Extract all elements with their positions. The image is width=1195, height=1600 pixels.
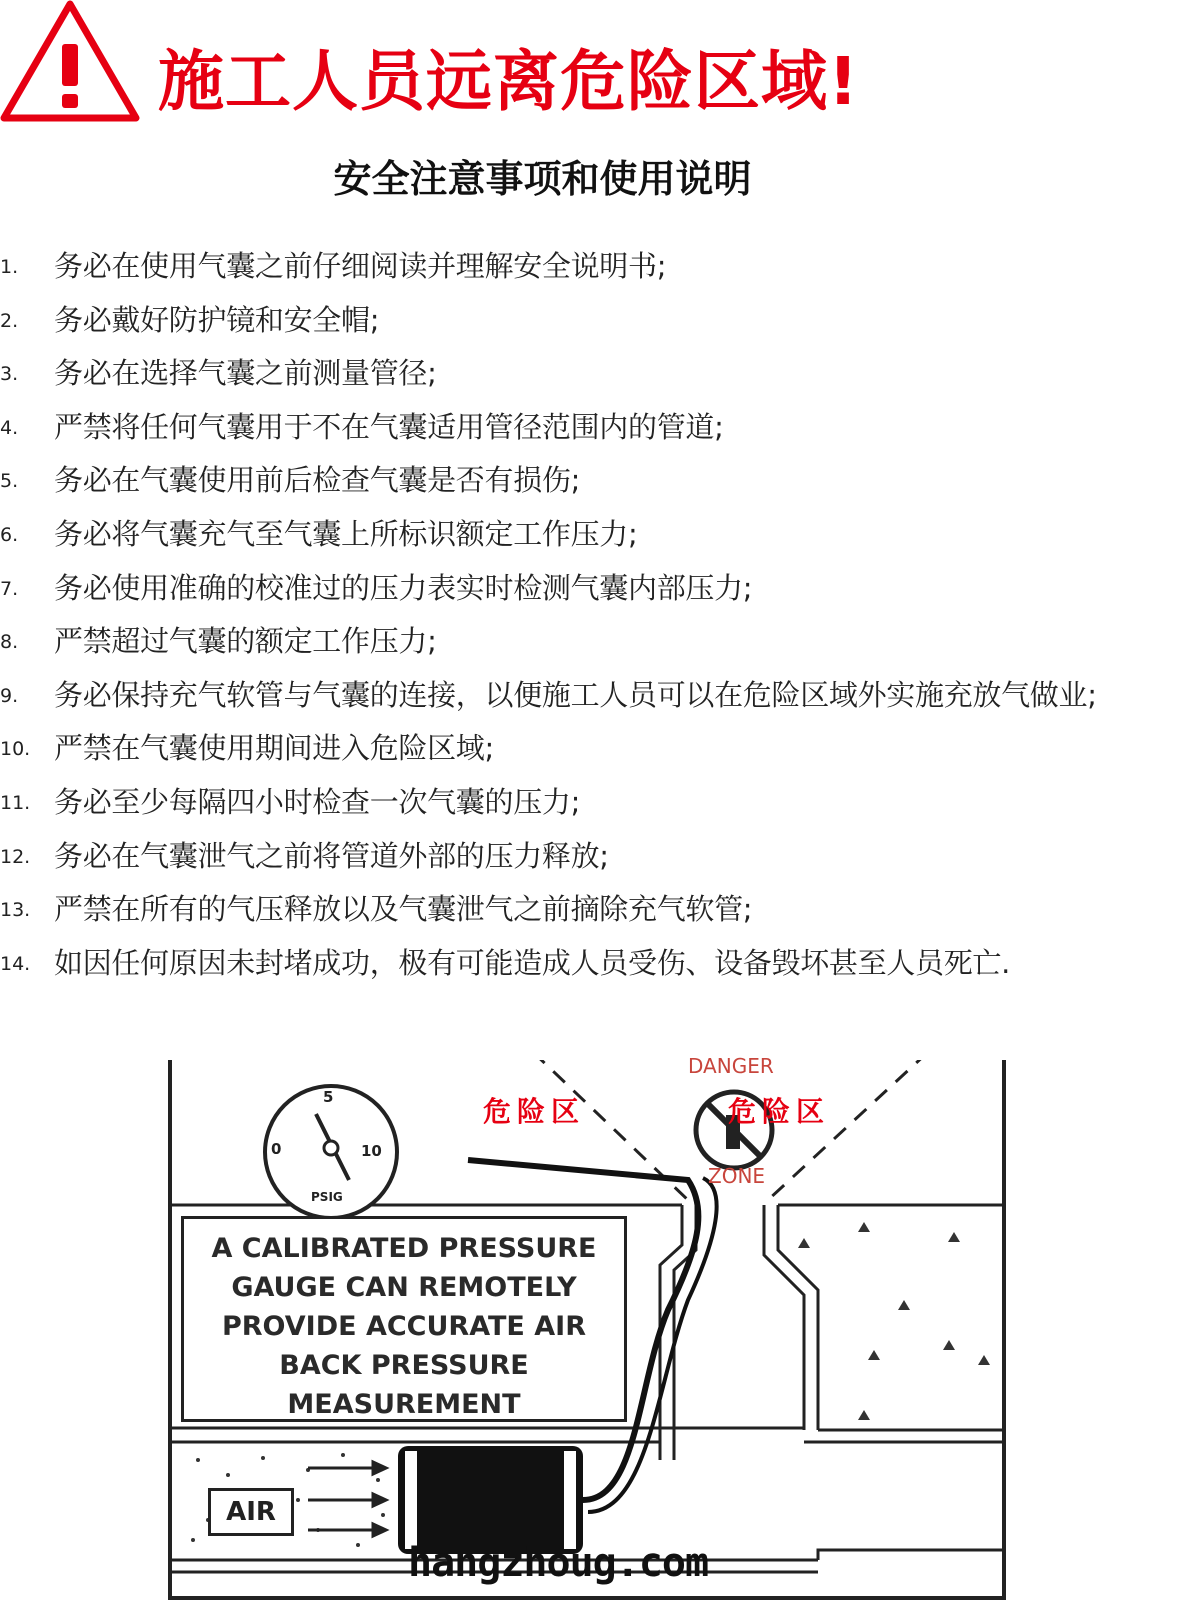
caption-text: A CALIBRATED PRESSURE GAUGE CAN REMOTELY PROVIDE ACCURATE AIR BACK PRESSURE MEASUREMENT: [211, 1233, 597, 1420]
rule-item: [0, 508, 1195, 562]
rule-text: 务必戴好防护镜和安全帽;: [54, 302, 380, 337]
header: [0, 0, 1195, 130]
rule-number: 14.: [0, 952, 31, 975]
rule-item: [0, 722, 1195, 776]
page-title: 施工人员远离危险区域!: [158, 43, 860, 120]
gauge-tick-5: 5: [323, 1088, 334, 1106]
rule-text: 如因任何原因未封堵成功，极有可能造成人员受伤、设备毁坏甚至人员死亡.: [54, 945, 1011, 980]
rule-item: [0, 615, 1195, 669]
rule-text: 务必在使用气囊之前仔细阅读并理解安全说明书;: [54, 249, 667, 283]
rule-item: [0, 401, 1195, 455]
rule-text: 务必保持充气软管与气囊的连接，以便施工人员可以在危险区域外实施充放气做业;: [54, 677, 1097, 712]
airbag-diagram: [168, 1054, 1028, 1600]
safety-rules-list: [0, 240, 1195, 990]
rule-item: [0, 883, 1195, 937]
rule-text: 严禁超过气囊的额定工作压力;: [54, 624, 437, 659]
rule-text: 务必在气囊泄气之前将管道外部的压力释放;: [54, 838, 609, 873]
watermark: hangzhoug.com: [408, 1540, 709, 1586]
rule-number: 11.: [0, 791, 31, 814]
zone-label-left: 危险区: [483, 1095, 586, 1128]
gauge-tick-0: 0: [271, 1140, 282, 1158]
rule-number: 12.: [0, 845, 31, 868]
rule-number: 7.: [0, 577, 19, 600]
rule-number: 10.: [0, 738, 31, 761]
rule-text: 务必至少每隔四小时检查一次气囊的压力;: [54, 784, 581, 819]
rule-number: 2.: [0, 309, 19, 332]
rule-number: 13.: [0, 899, 31, 922]
rule-text: 务必将气囊充气至气囊上所标识额定工作压力;: [54, 516, 638, 551]
rule-item: [0, 347, 1195, 401]
rule-text: 严禁在气囊使用期间进入危险区域;: [54, 731, 494, 766]
rule-text: 务必在选择气囊之前测量管径;: [54, 356, 437, 391]
rule-item: [0, 669, 1195, 723]
rule-item: [0, 830, 1195, 884]
rule-item: [0, 776, 1195, 830]
rule-number: 6.: [0, 523, 19, 546]
rule-text: 务必在气囊使用前后检查气囊是否有损伤;: [54, 463, 581, 498]
air-label: AIR: [208, 1488, 294, 1536]
zone-text: ZONE: [708, 1164, 766, 1188]
rule-item: [0, 562, 1195, 616]
rule-number: 9.: [0, 684, 19, 707]
rule-item: [0, 454, 1195, 508]
rule-number: 8.: [0, 631, 19, 654]
pressure-gauge: [261, 1082, 401, 1222]
section-title: 安全注意事项和使用说明: [333, 157, 752, 201]
gauge-unit: PSIG: [311, 1190, 343, 1204]
rule-number: 3.: [0, 363, 19, 386]
rule-text: 务必使用准确的校准过的压力表实时检测气囊内部压力;: [54, 570, 753, 605]
gauge-tick-10: 10: [361, 1142, 382, 1160]
zone-label-right: 危险区: [728, 1095, 831, 1128]
rule-text: 严禁将任何气囊用于不在气囊适用管径范围内的管道;: [54, 409, 724, 444]
rule-item: [0, 240, 1195, 294]
rule-number: 1.: [0, 256, 19, 278]
rule-item: [0, 294, 1195, 348]
warning-triangle-icon: [0, 0, 140, 122]
rule-number: 5.: [0, 470, 19, 493]
rule-text: 严禁在所有的气压释放以及气囊泄气之前摘除充气软管;: [54, 892, 753, 927]
caption-box: [181, 1216, 627, 1422]
rule-number: 4.: [0, 416, 19, 439]
rule-item: [0, 937, 1195, 991]
danger-text: DANGER: [688, 1054, 774, 1078]
